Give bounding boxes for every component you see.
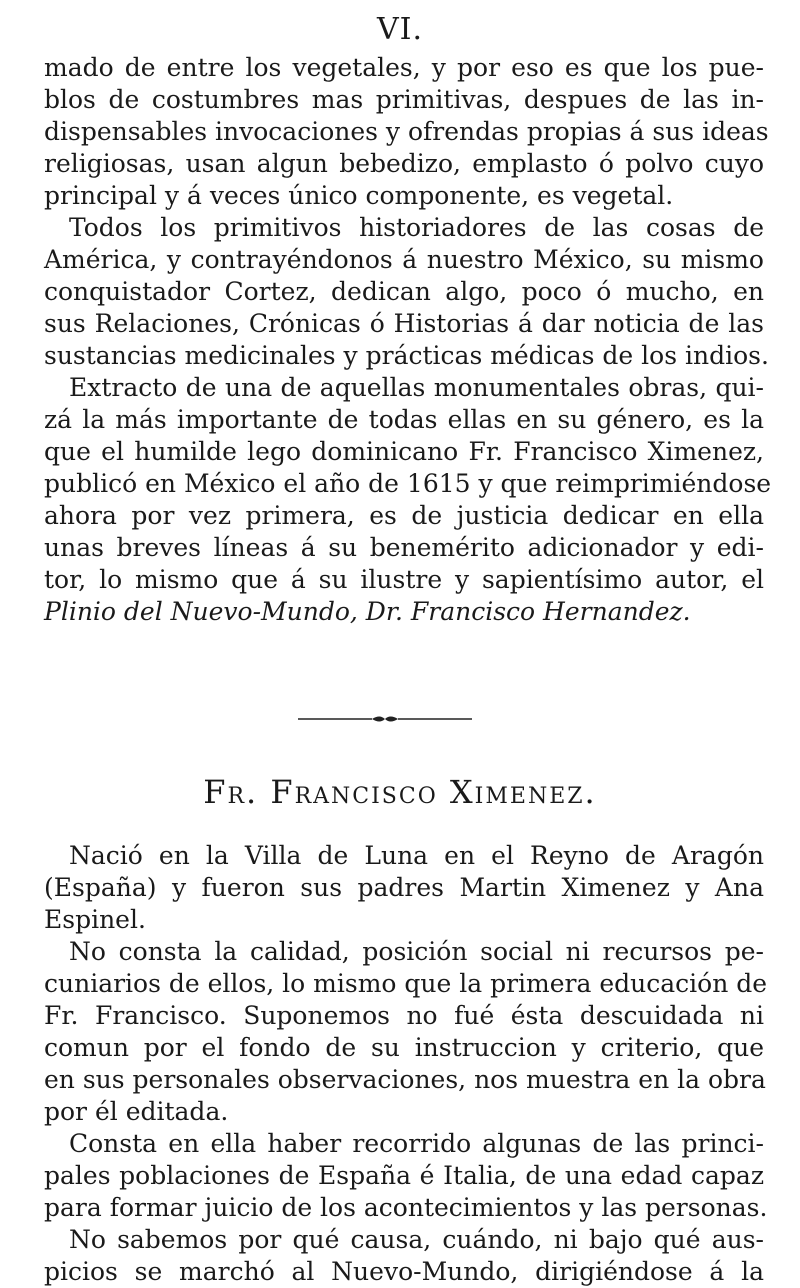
text-block-biography <box>44 840 768 1288</box>
text-line: principal y á veces único componente, es vegetal. <box>44 181 674 210</box>
text-line: picios se marchó al Nuevo-Mundo, dirigiéndose á la <box>44 1257 764 1286</box>
text-line: conquistador Cortez, dedican algo, poco ó mucho, en <box>44 277 764 306</box>
text-line: Nació en la Villa de Luna en el Reyno de Aragón <box>69 841 764 870</box>
text-line: Todos los primitivos historiadores de las cosas de <box>69 213 764 242</box>
text-line: dispensables invocaciones y ofrendas propias á sus ideas <box>44 117 769 146</box>
page-number: VI. <box>376 12 424 47</box>
ornamental-rule <box>298 713 472 725</box>
text-line: América, y contrayéndonos á nuestro México, su mismo <box>44 245 764 274</box>
text-line: publicó en México el año de 1615 y que reimprimiéndose <box>44 469 772 498</box>
text-line: No sabemos por qué causa, cuándo, ni bajo qué aus- <box>69 1225 764 1254</box>
text-line: No consta la calidad, posición social ni recursos pe- <box>69 937 764 966</box>
text-line: Espinel. <box>44 905 146 934</box>
text-line: comun por el fondo de su instruccion y criterio, que <box>44 1033 764 1062</box>
text-line: Fr. Francisco. Suponemos no fué ésta descuidada ni <box>44 1001 764 1030</box>
text-line: sustancias medicinales y prácticas médicas de los indios. <box>44 341 769 370</box>
text-line: sus Relaciones, Crónicas ó Historias á dar noticia de las <box>44 309 764 338</box>
text-line: Extracto de una de aquellas monumentales obras, qui- <box>69 373 764 402</box>
text-line: (España) y fueron sus padres Martin Ximenez y Ana <box>44 873 764 902</box>
text-line: unas breves líneas á su benemérito adicionador y edi- <box>44 533 764 562</box>
text-line: que el humilde lego dominicano Fr. Francisco Ximenez, <box>44 437 764 466</box>
text-line: tor, lo mismo que á su ilustre y sapientísimo autor, el <box>44 565 764 594</box>
text-line: Consta en ella haber recorrido algunas de las princi- <box>69 1129 764 1158</box>
text-line: zá la más importante de todas ellas en su género, es la <box>44 405 764 434</box>
text-line: pales poblaciones de España é Italia, de una edad capaz <box>44 1161 764 1190</box>
text-block-introduction <box>44 52 772 628</box>
text-line: religiosas, usan algun bebedizo, emplasto ó polvo cuyo <box>44 149 764 178</box>
text-line: por él editada. <box>44 1097 229 1126</box>
text-line: mado de entre los vegetales, y por eso es que los pue- <box>44 53 764 82</box>
text-line: ahora por vez primera, es de justicia dedicar en ella <box>44 501 764 530</box>
text-line: para formar juicio de los acontecimientos y las personas. <box>44 1193 768 1222</box>
text-line: Plinio del Nuevo-Mundo, Dr. Francisco Hernandez. <box>44 597 691 626</box>
text-line: en sus personales observaciones, nos muestra en la obra <box>44 1065 766 1094</box>
text-line: cuniarios de ellos, lo mismo que la primera educación de <box>44 969 768 998</box>
section-heading: Fr. Francisco Ximenez. <box>203 773 597 811</box>
text-line: blos de costumbres mas primitivas, despues de las in- <box>44 85 764 114</box>
